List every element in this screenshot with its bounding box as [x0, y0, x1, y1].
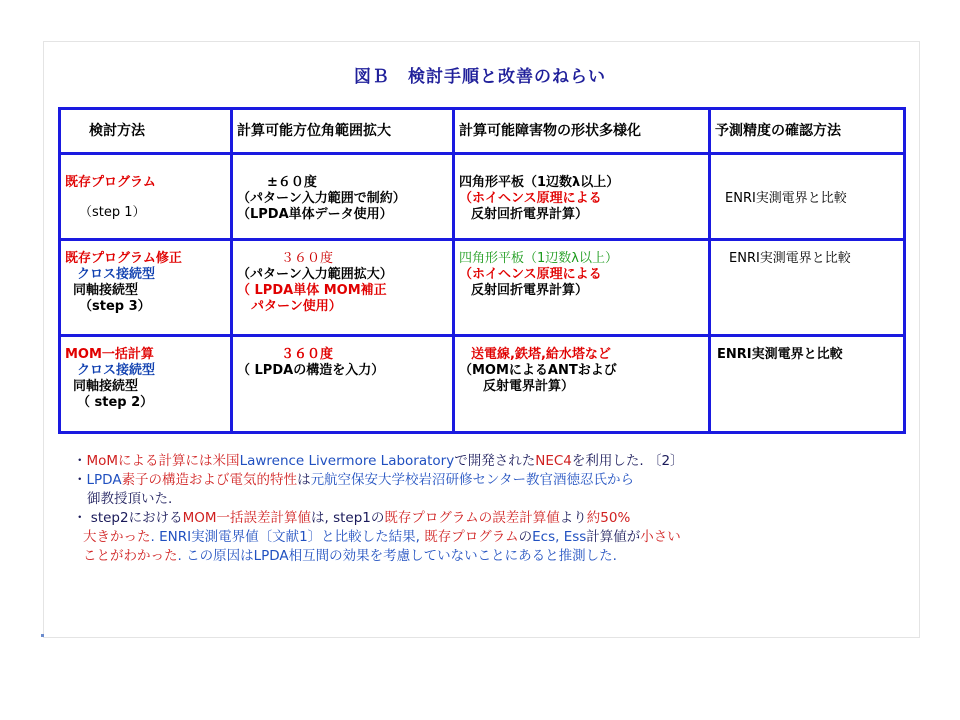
table-row [60, 336, 905, 433]
row2-obstacle-cell [454, 240, 710, 336]
row1-obstacle-huygens: （ホイヘンス原理による [459, 191, 602, 206]
row2-azimuth-note1: （パターン入力範囲拡大） [237, 267, 393, 282]
note-line-4: ・ step2におけるMOM一括誤差計算値は, step1の既存プログラムの誤差計算値より約50% [73, 510, 631, 526]
note-line-2: ・LPDA素子の構造および電気的特性は元航空保安大学校岩沼研修センター教官酒徳忍氏から [73, 472, 635, 488]
header-obstacle: 計算可能障害物の形状多様化 [454, 109, 710, 154]
note-line-1: ・MoMによる計算には米国Lawrence Livermore Laboratoryで開発されたNEC4を利用した. 〔2〕 [73, 453, 684, 469]
row2-obstacle-shape: 四角形平板（1辺数λ以上） [459, 251, 618, 266]
row3-method-step: （ step 2） [77, 395, 154, 410]
note-line-6: ことがわかった. この原因はLPDA相互間の効果を考慮していないことにあると推測した. [83, 548, 617, 564]
row2-azimuth-note2: （ LPDA単体 MOM補正 [237, 283, 387, 298]
note-line-3: 御教授頂いた. [87, 491, 173, 507]
row2-method-title: 既存プログラム修正 [65, 251, 182, 266]
table-header-row [60, 109, 905, 154]
header-accuracy: 予測精度の確認方法 [710, 109, 905, 154]
row3-azimuth-note1: （ LPDAの構造を入力） [237, 363, 385, 378]
row2-method-cross: クロス接続型 [77, 267, 156, 282]
row2-obstacle-huygens: （ホイヘンス原理による [459, 267, 602, 282]
note-line-5: 大きかった. ENRI実測電界値〔文献1〕と比較した結果, 既存プログラムのEcs, Ess計算値が小さい [83, 529, 681, 545]
row2-obstacle-calc: 反射回折電界計算） [471, 283, 589, 298]
row1-azimuth-note2: （LPDA単体データ使用） [237, 207, 393, 222]
row3-method-title: MOM一括計算 [65, 347, 154, 362]
notes [73, 452, 893, 566]
table-row [60, 154, 905, 240]
row1-azimuth-cell [232, 154, 454, 240]
row2-azimuth-cell [232, 240, 454, 336]
row3-obstacle-mom: （MOMによるANTおよび [459, 363, 617, 378]
row1-method-cell [60, 154, 232, 240]
row3-method-cell [60, 336, 232, 433]
row2-method-step: （step 3） [79, 299, 151, 314]
row3-obstacle-calc: 反射電界計算） [483, 379, 575, 394]
page-title: 図Ｂ 検討手順と改善のねらい [354, 67, 606, 87]
row3-accuracy-cell: ENRI実測電界と比較 [710, 336, 905, 433]
row1-method-title: 既存プログラム [65, 175, 156, 190]
row1-azimuth-range: ±６０度 [267, 175, 317, 190]
row2-accuracy-cell: ENRI実測電界と比較 [710, 240, 905, 336]
corner-mark [41, 634, 44, 637]
row1-accuracy-cell: ENRI実測電界と比較 [710, 154, 905, 240]
row2-method-coax: 同軸接続型 [73, 283, 139, 298]
row2-azimuth-range: ３６０度 [281, 251, 334, 266]
row2-azimuth-note3: パターン使用） [251, 299, 342, 314]
row1-obstacle-calc: 反射回折電界計算） [471, 207, 589, 222]
table-row [60, 240, 905, 336]
row2-method-cell [60, 240, 232, 336]
header-azimuth: 計算可能方位角範囲拡大 [232, 109, 454, 154]
procedure-table [58, 107, 906, 434]
row3-method-coax: 同軸接続型 [73, 379, 139, 394]
row3-method-cross: クロス接続型 [77, 363, 156, 378]
header-method: 検討方法 [60, 109, 232, 154]
row1-azimuth-note1: （パターン入力範囲で制約） [237, 191, 406, 206]
row3-azimuth-range: ３６０度 [281, 347, 334, 362]
row3-azimuth-cell [232, 336, 454, 433]
row1-obstacle-shape: 四角形平板（1辺数λ以上） [459, 175, 620, 190]
row3-obstacle-targets: 送電線,鉄塔,給水塔など [471, 347, 611, 362]
row1-obstacle-cell [454, 154, 710, 240]
row1-method-step: （step 1） [79, 205, 146, 220]
row3-obstacle-cell [454, 336, 710, 433]
